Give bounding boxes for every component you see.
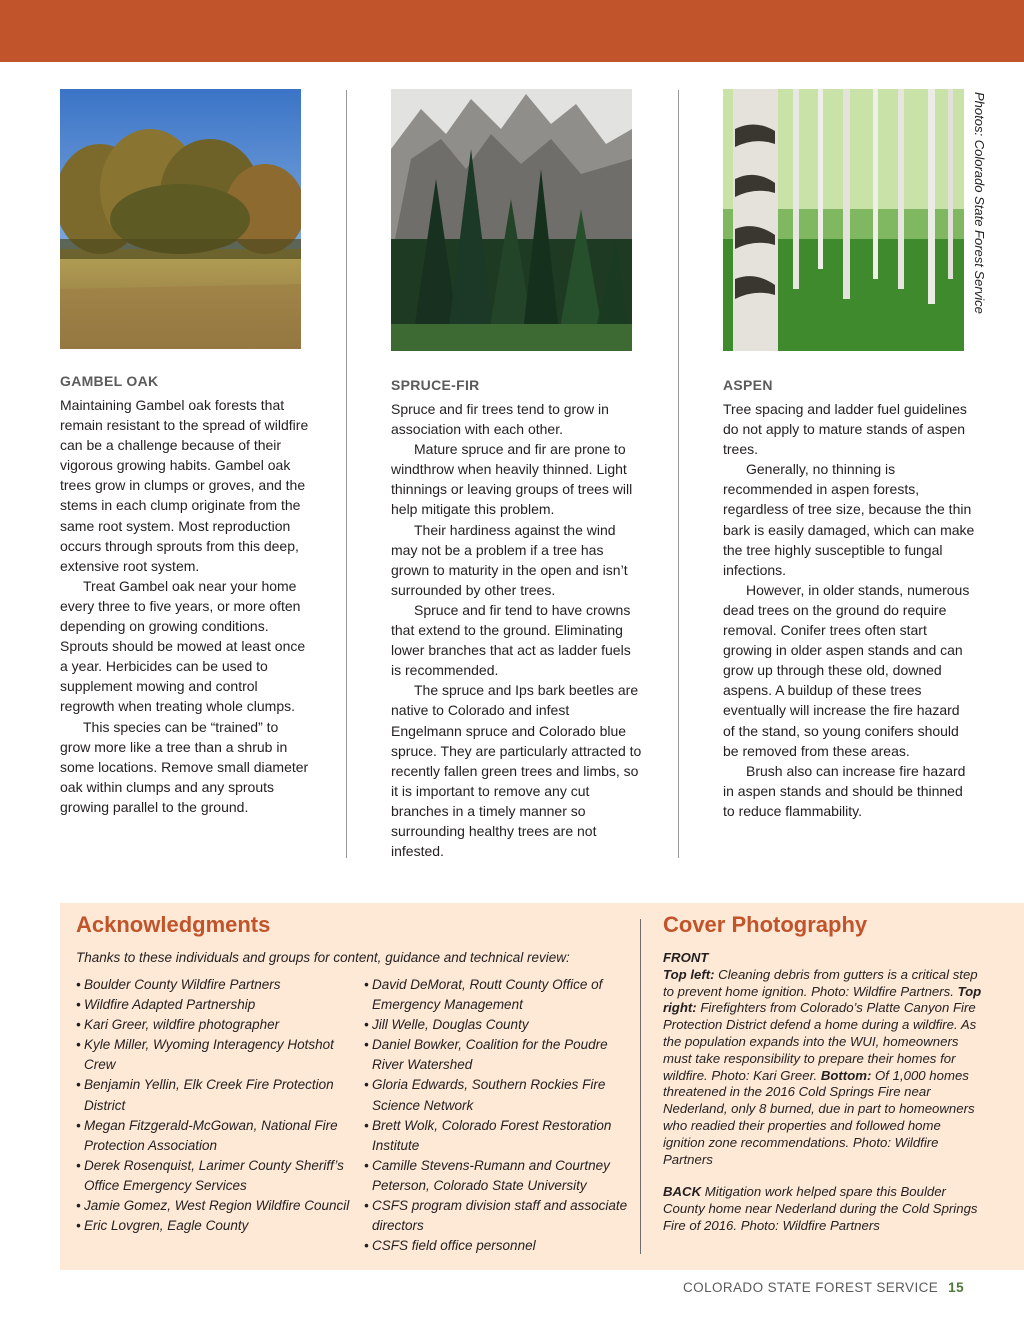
list-item: • Derek Rosenquist, Larimer County Sheriff’s Office Emergency Services — [76, 1157, 344, 1193]
paragraph: However, in older stands, numerous dead trees on the ground do require removal. Conifer trees often start growing in older aspen stands and can grow up through these old, downed aspens. A buildup of these trees eventually will increase the fire hazard of the stand, so young conifers should be removed from these areas. — [723, 581, 970, 759]
page-number: 15 — [948, 1280, 964, 1295]
paragraph: Brush also can increase fire hazard in aspen stands and should be thinned to reduce flammability. — [723, 762, 966, 819]
aspen-photo — [723, 89, 964, 351]
section-body — [391, 399, 643, 861]
top-right-caption: Firefighters from Colorado’s Platte Canyon Fire Protection District defend a home during a wildfire. As the population expands into the WUI, homeowners must take responsibility to prepare their homes for wildfire. Photo: Kari Greer. — [663, 1000, 977, 1083]
list-item: • Gloria Edwards, Southern Rockies Fire Science Network — [364, 1077, 606, 1113]
paragraph: Their hardiness against the wind may not be a problem if a tree has grown to maturity in the open and isn’t surrounded by other trees. — [391, 521, 628, 598]
list-item: • Benjamin Yellin, Elk Creek Fire Protection District — [76, 1077, 334, 1113]
back-label: BACK — [663, 1184, 702, 1200]
section-aspen — [723, 89, 975, 821]
back-caption: Mitigation work helped spare this Boulder County home near Nederland during the Cold Springs Fire of 2016. Photo: Wildfire Partners — [663, 1184, 978, 1233]
section-title: GAMBEL OAK — [60, 373, 159, 389]
list-item: • Camille Stevens-Rumann and Courtney Peterson, Colorado State University — [364, 1157, 610, 1193]
list-item: • Kyle Miller, Wyoming Interagency Hotshot Crew — [76, 1037, 334, 1073]
paragraph: Spruce and fir tend to have crowns that extend to the ground. Eliminating lower branches that act as ladder fuels is recommended. — [391, 601, 631, 679]
column-divider — [346, 90, 347, 858]
paragraph: Tree spacing and ladder fuel guidelines do not apply to mature stands of aspen trees. — [723, 401, 967, 458]
gambel-oak-photo — [60, 89, 301, 349]
acknowledgments-list-1 — [76, 975, 361, 1236]
acknowledgments-intro: Thanks to these individuals and groups for content, guidance and technical review: — [76, 950, 570, 965]
bottom-label: Bottom: — [820, 1067, 872, 1083]
acknowledgments-title: Acknowledgments — [76, 912, 271, 937]
list-item: • Brett Wolk, Colorado Forest Restoration Institute — [364, 1117, 612, 1153]
publisher-name: COLORADO STATE FOREST SERVICE — [683, 1280, 939, 1295]
page-footer — [683, 1280, 964, 1295]
section-body — [723, 399, 975, 821]
paragraph: Maintaining Gambel oak forests that remain resistant to the spread of wildfire can be a challenge because of their vigorous growing habits. Gambel oak trees grow in clumps or groves, and the stems in each clump originate from the same root system. Most reproduction occurs through sprouts from this deep, extensive root system. — [60, 397, 309, 574]
list-item: • Jamie Gomez, West Region Wildfire Council — [76, 1198, 350, 1214]
section-gambel-oak — [60, 89, 312, 817]
list-item: • Daniel Bowker, Coalition for the Poudre River Watershed — [364, 1037, 608, 1073]
cover-photography-title: Cover Photography — [663, 912, 868, 937]
list-item: • CSFS program division staff and associate directors — [364, 1198, 628, 1234]
bottom-caption: Of 1,000 homes threatened in the 2016 Cold Springs Fire near Nederland, only 8 burned, due in part to homeowners who readied their properties and followed home ignition zone recommendations. Photo: Wildfire Partners — [663, 1067, 975, 1167]
paragraph: Generally, no thinning is recommended in aspen forests, regardless of tree size, because the thin bark is easily damaged, which can make the tree highly susceptible to fungal infections. — [723, 461, 975, 578]
paragraph: This species can be “trained” to grow more like a tree than a shrub in some locations. Remove small diameter oak within clumps and any sprouts growing parallel to the ground. — [60, 718, 309, 815]
section-spruce-fir — [391, 89, 643, 861]
list-item: • Kari Greer, wildfire photographer — [76, 1017, 280, 1033]
header-band — [0, 0, 1024, 62]
top-left-label: Top left: — [663, 966, 715, 982]
acknowledgments-list-2 — [364, 975, 634, 1256]
top-right-label: Top right: — [663, 983, 982, 1016]
front-label: FRONT — [663, 950, 709, 965]
list-item: • Boulder County Wildfire Partners — [76, 977, 281, 992]
spruce-fir-photo — [391, 89, 632, 351]
paragraph: Treat Gambel oak near your home every three to five years, or more often depending on growing conditions. Sprouts should be mowed at least once a year. Herbicides can be used to supplement mowing and control regrowth when treating whole clumps. — [60, 577, 306, 715]
list-item: • Wildfire Adapted Partnership — [76, 997, 256, 1013]
list-item: • Jill Welle, Douglas County — [364, 1017, 529, 1033]
paragraph: Spruce and fir trees tend to grow in association with each other. — [391, 401, 609, 438]
paragraph: The spruce and Ips bark beetles are native to Colorado and infest Engelmann spruce and Colorado blue spruce. They are particularly attracted to recently fallen green trees and limbs, so it is important to remove any cut branches in a timely manner so surrounding healthy trees are not infested. — [391, 682, 642, 860]
cover-photography-text — [663, 950, 983, 1235]
section-body — [60, 395, 312, 817]
list-item: • Megan Fitzgerald-McGowan, National Fire Protection Association — [76, 1117, 338, 1153]
list-item: • David DeMorat, Routt County Office of Emergency Management — [364, 977, 603, 1013]
list-item: • CSFS field office personnel — [364, 1238, 536, 1254]
top-left-caption: Cleaning debris from gutters is a critical step to prevent home ignition. Photo: Wildfire Partners. — [663, 966, 978, 999]
column-divider — [678, 90, 679, 858]
photo-credit: Photos: Colorado State Forest Service — [972, 92, 987, 314]
list-item: • Eric Lovgren, Eagle County — [76, 1218, 249, 1234]
section-title: SPRUCE-FIR — [391, 377, 480, 393]
box-divider — [640, 919, 641, 1254]
paragraph: Mature spruce and fir are prone to windthrow when heavily thinned. Light thinnings or leaving groups of trees will help mitigate this problem. — [391, 441, 633, 518]
section-title: ASPEN — [723, 377, 773, 393]
